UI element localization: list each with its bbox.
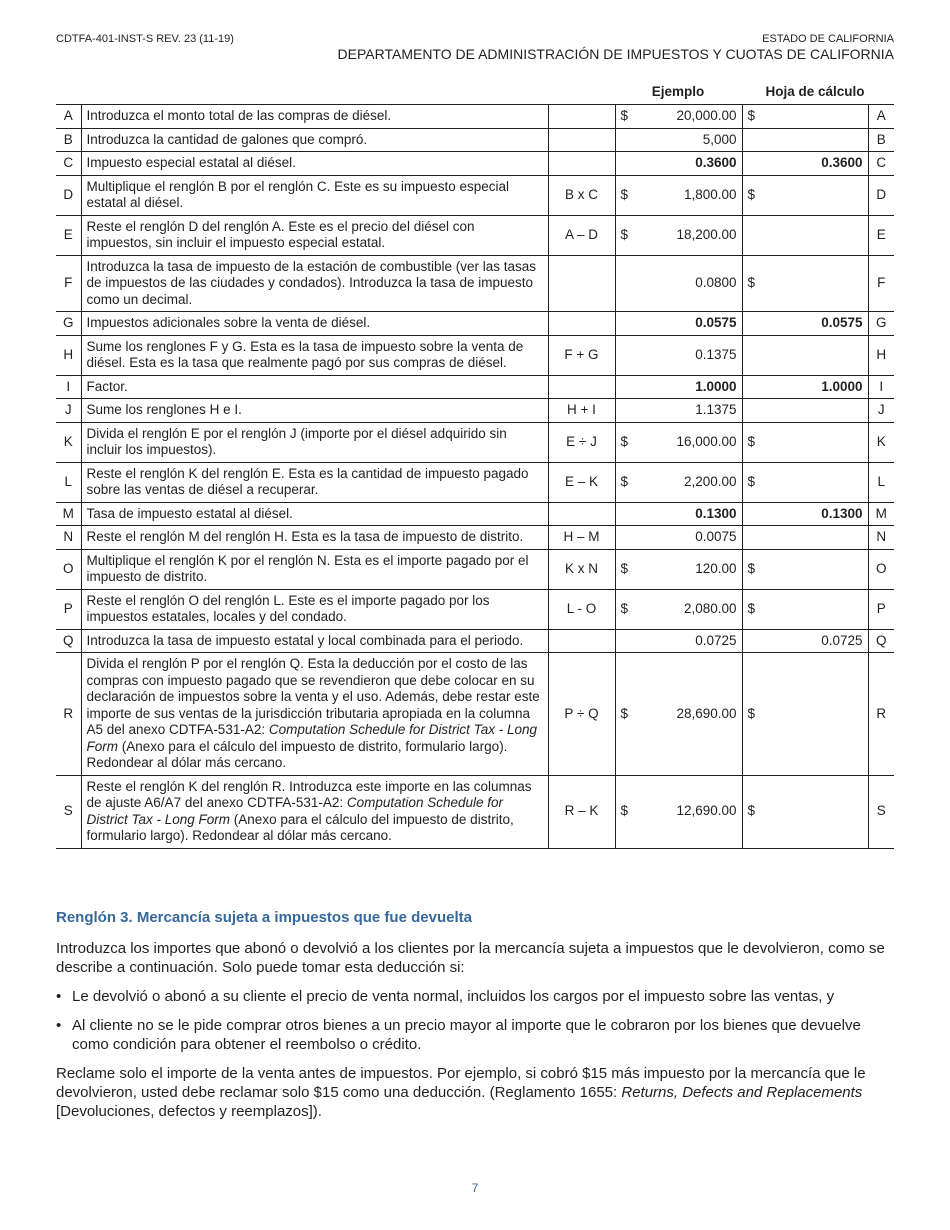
row-letter: H: [56, 335, 81, 375]
bullet-icon: •: [56, 1017, 62, 1034]
description-text: Introduzca la tasa de impuesto de la estación de combustible (ver las tasas de impuestos de las ciudades y condados). Introduzca la tasa de impuesto como un decimal.: [86, 258, 536, 307]
worksheet-value-field[interactable]: [776, 462, 868, 502]
description-part: Computation Schedule for District Tax - Long Form: [86, 722, 537, 754]
table-row: [56, 175, 894, 215]
worksheet-dollar-sign: [742, 375, 776, 399]
row-letter-right: O: [868, 549, 894, 589]
row-operation: [548, 312, 615, 336]
row-operation: [548, 152, 615, 176]
table-row: [56, 399, 894, 423]
description-text: Sume los renglones H e I.: [86, 402, 242, 417]
example-dollar-sign: $: [615, 462, 649, 502]
example-value: 18,200.00: [649, 215, 742, 255]
row-description: [81, 502, 548, 526]
table-row: [56, 422, 894, 462]
table-row: [56, 375, 894, 399]
example-value: 2,200.00: [649, 462, 742, 502]
row-letter: J: [56, 399, 81, 423]
description-text: Divida el renglón E por el renglón J (importe por el diésel adquirido sin incluir los impuestos).: [86, 425, 507, 457]
closing-text: Reclame solo el importe de la venta antes de impuestos. Por ejemplo, si cobró $15 más impuesto por la mercancía que le devolvieron, usted debe reclamar solo $15 como una deducción. (Reglamento 1655:: [56, 1065, 866, 1101]
row-operation: P ÷ Q: [548, 653, 615, 776]
description-text: Introduzca la cantidad de galones que compró.: [86, 131, 368, 147]
row-operation: [548, 255, 615, 312]
closing-paragraph: [56, 1064, 894, 1121]
description-text: Sume los renglones F y G. Esta es la tasa de impuesto sobre la venta de diésel. Esta es la tasa que realmente pagó por sus compras de diésel.: [86, 338, 524, 370]
row-letter-right: N: [868, 526, 894, 550]
row-letter: R: [56, 653, 81, 776]
bullet-icon: •: [56, 988, 62, 1005]
list-item-text: Al cliente no se le pide comprar otros bienes a un precio mayor al importe que le cobraron por los bienes que devuelve como condición para obtener el reembolso o crédito.: [72, 1017, 861, 1053]
row-description: [81, 105, 548, 129]
row-letter: B: [56, 128, 81, 152]
row-description: [81, 653, 548, 776]
row-description: [81, 399, 548, 423]
row-letter-right: J: [868, 399, 894, 423]
table-row: [56, 629, 894, 653]
row-operation: [548, 105, 615, 129]
worksheet-table: [56, 104, 894, 849]
example-dollar-sign: $: [615, 549, 649, 589]
row-letter-right: F: [868, 255, 894, 312]
row-description: [81, 375, 548, 399]
worksheet-dollar-sign: $: [742, 422, 776, 462]
example-value: 0.0800: [649, 255, 742, 312]
header-agency: [338, 33, 894, 62]
description-text: Tasa de impuesto estatal al diésel.: [86, 505, 293, 521]
example-dollar-sign: [615, 255, 649, 312]
worksheet-value-field[interactable]: 0.3600: [776, 152, 868, 176]
description-text: Multiplique el renglón B por el renglón C. Este es su impuesto especial estatal al diésel.: [86, 178, 509, 210]
example-dollar-sign: $: [615, 653, 649, 776]
row-operation: F + G: [548, 335, 615, 375]
row-letter: C: [56, 152, 81, 176]
row-description: [81, 175, 548, 215]
column-header-example: Ejemplo: [651, 84, 705, 99]
worksheet-dollar-sign: $: [742, 589, 776, 629]
example-value: 0.1375: [649, 335, 742, 375]
section-intro: Introduzca los importes que abonó o devolvió a los clientes por la mercancía sujeta a impuestos que le devolvieron, como se describe a continuación. Solo puede tomar esta deducción si:: [56, 940, 885, 976]
worksheet-value-field[interactable]: [776, 653, 868, 776]
row-letter: O: [56, 549, 81, 589]
example-dollar-sign: $: [615, 775, 649, 848]
row-description: [81, 629, 548, 653]
example-value: 1,800.00: [649, 175, 742, 215]
example-dollar-sign: [615, 375, 649, 399]
example-value: 120.00: [649, 549, 742, 589]
row-letter: D: [56, 175, 81, 215]
worksheet-dollar-sign: [742, 215, 776, 255]
row-operation: H – M: [548, 526, 615, 550]
worksheet-dollar-sign: [742, 399, 776, 423]
description-text: Impuesto especial estatal al diésel.: [86, 155, 296, 170]
conditions-list: [56, 987, 894, 1054]
row-letter: G: [56, 312, 81, 336]
row-letter: K: [56, 422, 81, 462]
row-letter: P: [56, 589, 81, 629]
description-text: Introduzca el monto total de las compras de diésel.: [86, 108, 392, 123]
worksheet-dollar-sign: $: [742, 462, 776, 502]
table-row: [56, 549, 894, 589]
description-text: Factor.: [86, 378, 128, 394]
worksheet-value-field[interactable]: [776, 526, 868, 550]
example-value: 5,000: [649, 128, 742, 152]
example-dollar-sign: $: [615, 105, 649, 129]
section-heading: Renglón 3. Mercancía sujeta a impuestos que fue devuelta: [56, 909, 472, 926]
row-letter-right: R: [868, 653, 894, 776]
list-item: [56, 987, 894, 1006]
row-letter-right: Q: [868, 629, 894, 653]
example-value: 0.0575: [649, 312, 742, 336]
worksheet-dollar-sign: [742, 128, 776, 152]
table-row: [56, 775, 894, 848]
table-row: [56, 526, 894, 550]
row-operation: K x N: [548, 549, 615, 589]
worksheet-dollar-sign: [742, 152, 776, 176]
section-returned-merchandise: [56, 908, 894, 1131]
description-text: Reste el renglón K del renglón E. Esta es la cantidad de impuesto pagado sobre las ventas de diésel a recuperar.: [86, 465, 529, 497]
row-description: [81, 422, 548, 462]
table-row: [56, 215, 894, 255]
example-dollar-sign: [615, 399, 649, 423]
worksheet-value-field[interactable]: [776, 422, 868, 462]
row-letter: L: [56, 462, 81, 502]
row-operation: [548, 128, 615, 152]
row-operation: E ÷ J: [548, 422, 615, 462]
example-dollar-sign: $: [615, 589, 649, 629]
example-value: 20,000.00: [649, 105, 742, 129]
worksheet-dollar-sign: $: [742, 775, 776, 848]
row-letter-right: P: [868, 589, 894, 629]
row-letter-right: E: [868, 215, 894, 255]
worksheet-dollar-sign: [742, 502, 776, 526]
row-letter-right: I: [868, 375, 894, 399]
list-item-text: Le devolvió o abonó a su cliente el precio de venta normal, incluidos los cargos por el impuesto sobre las ventas, y: [72, 988, 835, 1005]
row-operation: [548, 629, 615, 653]
table-row: [56, 312, 894, 336]
row-description: [81, 312, 548, 336]
row-operation: E – K: [548, 462, 615, 502]
table-row: [56, 105, 894, 129]
row-letter: S: [56, 775, 81, 848]
worksheet-value-field[interactable]: 0.0725: [776, 629, 868, 653]
description-part: Divida el renglón P por el renglón Q. Esta la deducción por el costo de las compras con impuesto pagado que se revendieron que debe colocar en su declaración de impuestos sobre la venta y el uso. Además, debe restar este importe de sus ventas de la jurisdicción tributaria apropiada en la columna A5 del anexo CDTFA-531-A2:: [86, 656, 540, 737]
table-row: [56, 128, 894, 152]
row-description: [81, 549, 548, 589]
row-letter-right: C: [868, 152, 894, 176]
row-letter: A: [56, 105, 81, 129]
regulation-title: Returns, Defects and Replacements: [621, 1084, 863, 1101]
worksheet-dollar-sign: $: [742, 549, 776, 589]
worksheet-dollar-sign: [742, 526, 776, 550]
worksheet-value-field[interactable]: [776, 255, 868, 312]
example-value: 0.0075: [649, 526, 742, 550]
page-number: 7: [471, 1181, 479, 1195]
row-description: [81, 335, 548, 375]
worksheet-dollar-sign: [742, 312, 776, 336]
row-description: [81, 589, 548, 629]
example-value: 1.0000: [649, 375, 742, 399]
example-dollar-sign: $: [615, 175, 649, 215]
example-dollar-sign: [615, 335, 649, 375]
row-letter-right: M: [868, 502, 894, 526]
example-value: 0.3600: [649, 152, 742, 176]
state-name: ESTADO DE CALIFORNIA: [762, 33, 894, 45]
row-operation: [548, 502, 615, 526]
table-row: [56, 502, 894, 526]
row-operation: A – D: [548, 215, 615, 255]
row-description: [81, 128, 548, 152]
row-letter-right: S: [868, 775, 894, 848]
row-letter-right: B: [868, 128, 894, 152]
row-letter: N: [56, 526, 81, 550]
description-text: Reste el renglón M del renglón H. Esta es la tasa de impuesto de distrito.: [86, 529, 524, 544]
example-dollar-sign: $: [615, 422, 649, 462]
table-row: [56, 152, 894, 176]
example-value: 0.1300: [649, 502, 742, 526]
worksheet-dollar-sign: $: [742, 105, 776, 129]
row-letter: M: [56, 502, 81, 526]
example-dollar-sign: $: [615, 215, 649, 255]
example-dollar-sign: [615, 629, 649, 653]
row-description: [81, 215, 548, 255]
table-row: [56, 653, 894, 776]
worksheet-value-field[interactable]: [776, 399, 868, 423]
example-dollar-sign: [615, 526, 649, 550]
row-letter: I: [56, 375, 81, 399]
example-dollar-sign: [615, 128, 649, 152]
description-part: Computation Schedule for District Tax - Long Form: [86, 795, 503, 827]
worksheet-value-field[interactable]: [776, 549, 868, 589]
row-operation: [548, 375, 615, 399]
worksheet-dollar-sign: $: [742, 255, 776, 312]
row-letter-right: L: [868, 462, 894, 502]
closing-end: [Devoluciones, defectos y reemplazos]).: [56, 1103, 322, 1120]
row-letter-right: G: [868, 312, 894, 336]
row-letter-right: A: [868, 105, 894, 129]
table-row: [56, 335, 894, 375]
worksheet-dollar-sign: [742, 335, 776, 375]
example-value: 2,080.00: [649, 589, 742, 629]
example-value: 0.0725: [649, 629, 742, 653]
list-item: [56, 1016, 894, 1054]
worksheet-value-field[interactable]: [776, 775, 868, 848]
example-value: 28,690.00: [649, 653, 742, 776]
description-text: Multiplique el renglón K por el renglón N. Esta es el importe pagado por el impuesto de distrito.: [86, 552, 529, 584]
row-letter: E: [56, 215, 81, 255]
description-part: (Anexo para el cálculo del impuesto de distrito, formulario largo). Redondear al dólar más cercano.: [86, 738, 508, 770]
worksheet-value-field[interactable]: [776, 589, 868, 629]
row-letter: Q: [56, 629, 81, 653]
row-letter-right: K: [868, 422, 894, 462]
description-text: Reste el renglón O del renglón L. Este es el importe pagado por los impuestos estatales, locales y del condado.: [86, 592, 490, 624]
worksheet-dollar-sign: $: [742, 175, 776, 215]
worksheet-value-field[interactable]: [776, 128, 868, 152]
worksheet-value-field[interactable]: [776, 215, 868, 255]
table-row: [56, 462, 894, 502]
row-letter: F: [56, 255, 81, 312]
worksheet-value-field[interactable]: 0.1300: [776, 502, 868, 526]
row-operation: H + I: [548, 399, 615, 423]
worksheet-dollar-sign: $: [742, 653, 776, 776]
row-letter-right: H: [868, 335, 894, 375]
worksheet-dollar-sign: [742, 629, 776, 653]
worksheet-value-field[interactable]: [776, 175, 868, 215]
description-text: Introduzca la tasa de impuesto estatal y local combinada para el periodo.: [86, 632, 524, 648]
table-row: [56, 255, 894, 312]
worksheet-value-field[interactable]: [776, 105, 868, 129]
row-letter-right: D: [868, 175, 894, 215]
form-id: CDTFA-401-INST-S REV. 23 (11-19): [56, 33, 234, 45]
example-dollar-sign: [615, 152, 649, 176]
example-dollar-sign: [615, 502, 649, 526]
department-name: DEPARTAMENTO DE ADMINISTRACIÓN DE IMPUESTOS Y CUOTAS DE CALIFORNIA: [337, 46, 894, 62]
row-description: [81, 152, 548, 176]
description-part: Reste el renglón K del renglón R. Introduzca este importe en las columnas de ajuste A6/A7 del anexo CDTFA-531-A2:: [86, 778, 532, 810]
row-description: [81, 775, 548, 848]
example-value: 1.1375: [649, 399, 742, 423]
row-description: [81, 526, 548, 550]
example-value: 12,690.00: [649, 775, 742, 848]
description-part: (Anexo para el cálculo del impuesto de distrito, formulario largo). Redondear al dólar más cercano.: [86, 811, 514, 843]
worksheet-value-field[interactable]: 0.0575: [776, 312, 868, 336]
description-text: Impuestos adicionales sobre la venta de diésel.: [86, 315, 371, 330]
row-operation: R – K: [548, 775, 615, 848]
row-description: [81, 462, 548, 502]
worksheet-value-field[interactable]: [776, 335, 868, 375]
description-text: Reste el renglón D del renglón A. Este es el precio del diésel con impuestos, sin incluir el impuesto especial estatal.: [86, 218, 475, 250]
worksheet-value-field[interactable]: 1.0000: [776, 375, 868, 399]
row-operation: B x C: [548, 175, 615, 215]
column-header-worksheet: Hoja de cálculo: [765, 84, 865, 99]
row-description: [81, 255, 548, 312]
example-dollar-sign: [615, 312, 649, 336]
table-row: [56, 589, 894, 629]
example-value: 16,000.00: [649, 422, 742, 462]
row-operation: L - O: [548, 589, 615, 629]
